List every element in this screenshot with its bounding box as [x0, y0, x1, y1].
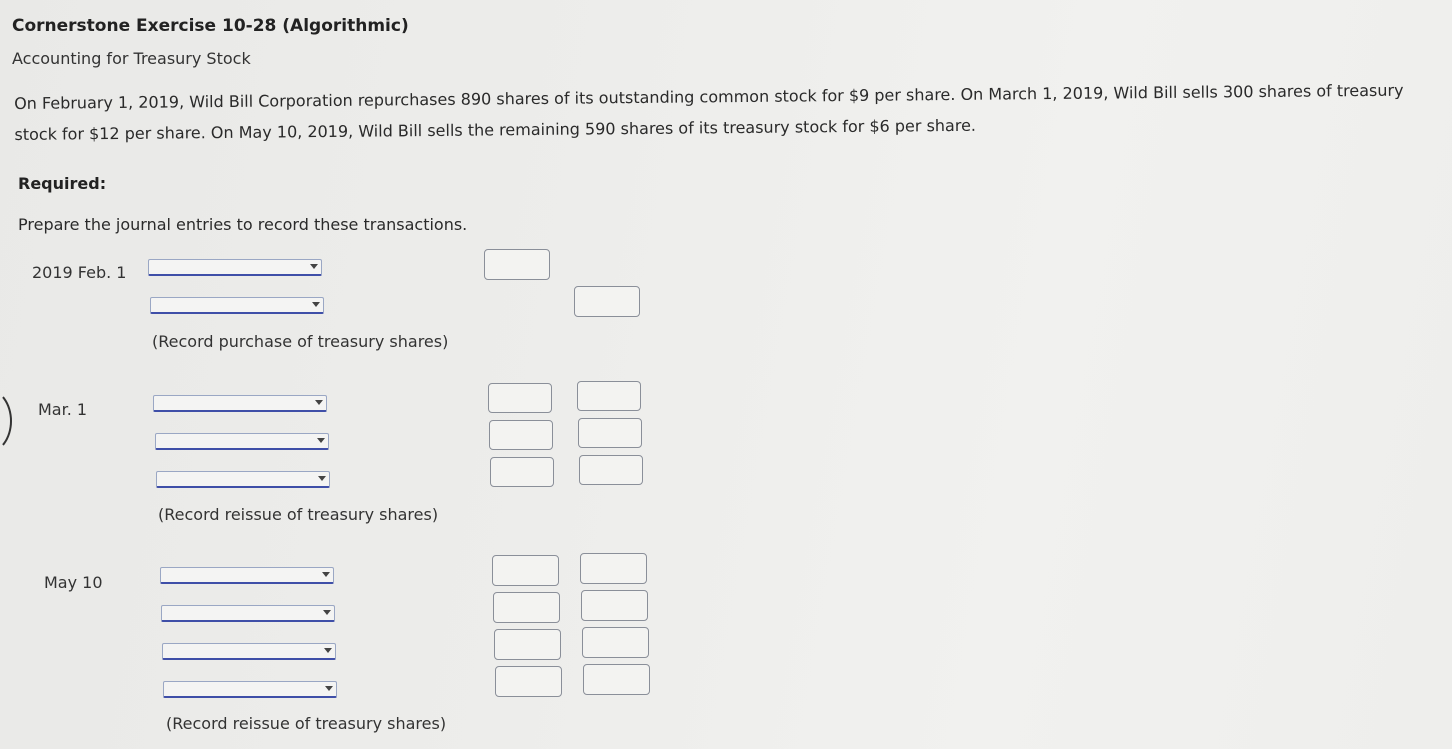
- debit-amount-input[interactable]: [488, 383, 552, 413]
- credit-amount-input[interactable]: [581, 590, 648, 621]
- account-select[interactable]: [160, 567, 334, 584]
- debit-amount-input[interactable]: [494, 629, 561, 660]
- account-select[interactable]: [156, 471, 330, 488]
- entry-note: (Record reissue of treasury shares): [158, 505, 439, 524]
- required-heading: Required:: [18, 174, 107, 193]
- entry-note: (Record reissue of treasury shares): [166, 714, 447, 733]
- credit-amount-input[interactable]: [582, 627, 649, 658]
- scroll-indicator: [0, 388, 12, 454]
- account-select[interactable]: [150, 297, 324, 314]
- entry-date-may-10: May 10: [44, 573, 103, 592]
- debit-amount-input[interactable]: [484, 249, 550, 280]
- problem-statement: On February 1, 2019, Wild Bill Corporation repurchases 890 shares of its outstanding common stock for $9 per share. On March 1, 2019, Wild Bill sells 300 shares of treasury stock for $12 per share. On May 10, 2019, Wild Bill sells the remaining 590 shares of its treasury stock for $6 per share.: [14, 80, 1404, 144]
- debit-amount-input[interactable]: [493, 592, 560, 623]
- account-select[interactable]: [162, 643, 336, 660]
- entry-date-mar-1: Mar. 1: [38, 400, 88, 419]
- dropdown-arrow-icon: [322, 572, 330, 577]
- dropdown-arrow-icon: [324, 648, 332, 653]
- exercise-title: Cornerstone Exercise 10-28 (Algorithmic): [12, 16, 409, 36]
- credit-amount-input[interactable]: [578, 418, 642, 448]
- dropdown-arrow-icon: [325, 686, 333, 691]
- dropdown-arrow-icon: [323, 610, 331, 615]
- credit-amount-input[interactable]: [577, 381, 641, 411]
- account-select[interactable]: [148, 259, 322, 276]
- instruction-text: Prepare the journal entries to record these transactions.: [18, 215, 468, 234]
- credit-amount-input[interactable]: [574, 286, 640, 317]
- debit-amount-input[interactable]: [492, 555, 559, 586]
- debit-amount-input[interactable]: [495, 666, 562, 697]
- dropdown-arrow-icon: [312, 302, 320, 307]
- credit-amount-input[interactable]: [579, 455, 643, 485]
- debit-amount-input[interactable]: [489, 420, 553, 450]
- dropdown-arrow-icon: [310, 264, 318, 269]
- entry-date-feb-1: 2019 Feb. 1: [32, 263, 127, 282]
- dropdown-arrow-icon: [315, 400, 323, 405]
- entry-note: (Record purchase of treasury shares): [152, 332, 449, 351]
- account-select[interactable]: [153, 395, 327, 412]
- exercise-subtitle: Accounting for Treasury Stock: [12, 49, 251, 68]
- credit-amount-input[interactable]: [580, 553, 647, 584]
- account-select[interactable]: [161, 605, 335, 622]
- account-select[interactable]: [155, 433, 329, 450]
- dropdown-arrow-icon: [318, 476, 326, 481]
- dropdown-arrow-icon: [317, 438, 325, 443]
- debit-amount-input[interactable]: [490, 457, 554, 487]
- account-select[interactable]: [163, 681, 337, 698]
- credit-amount-input[interactable]: [583, 664, 650, 695]
